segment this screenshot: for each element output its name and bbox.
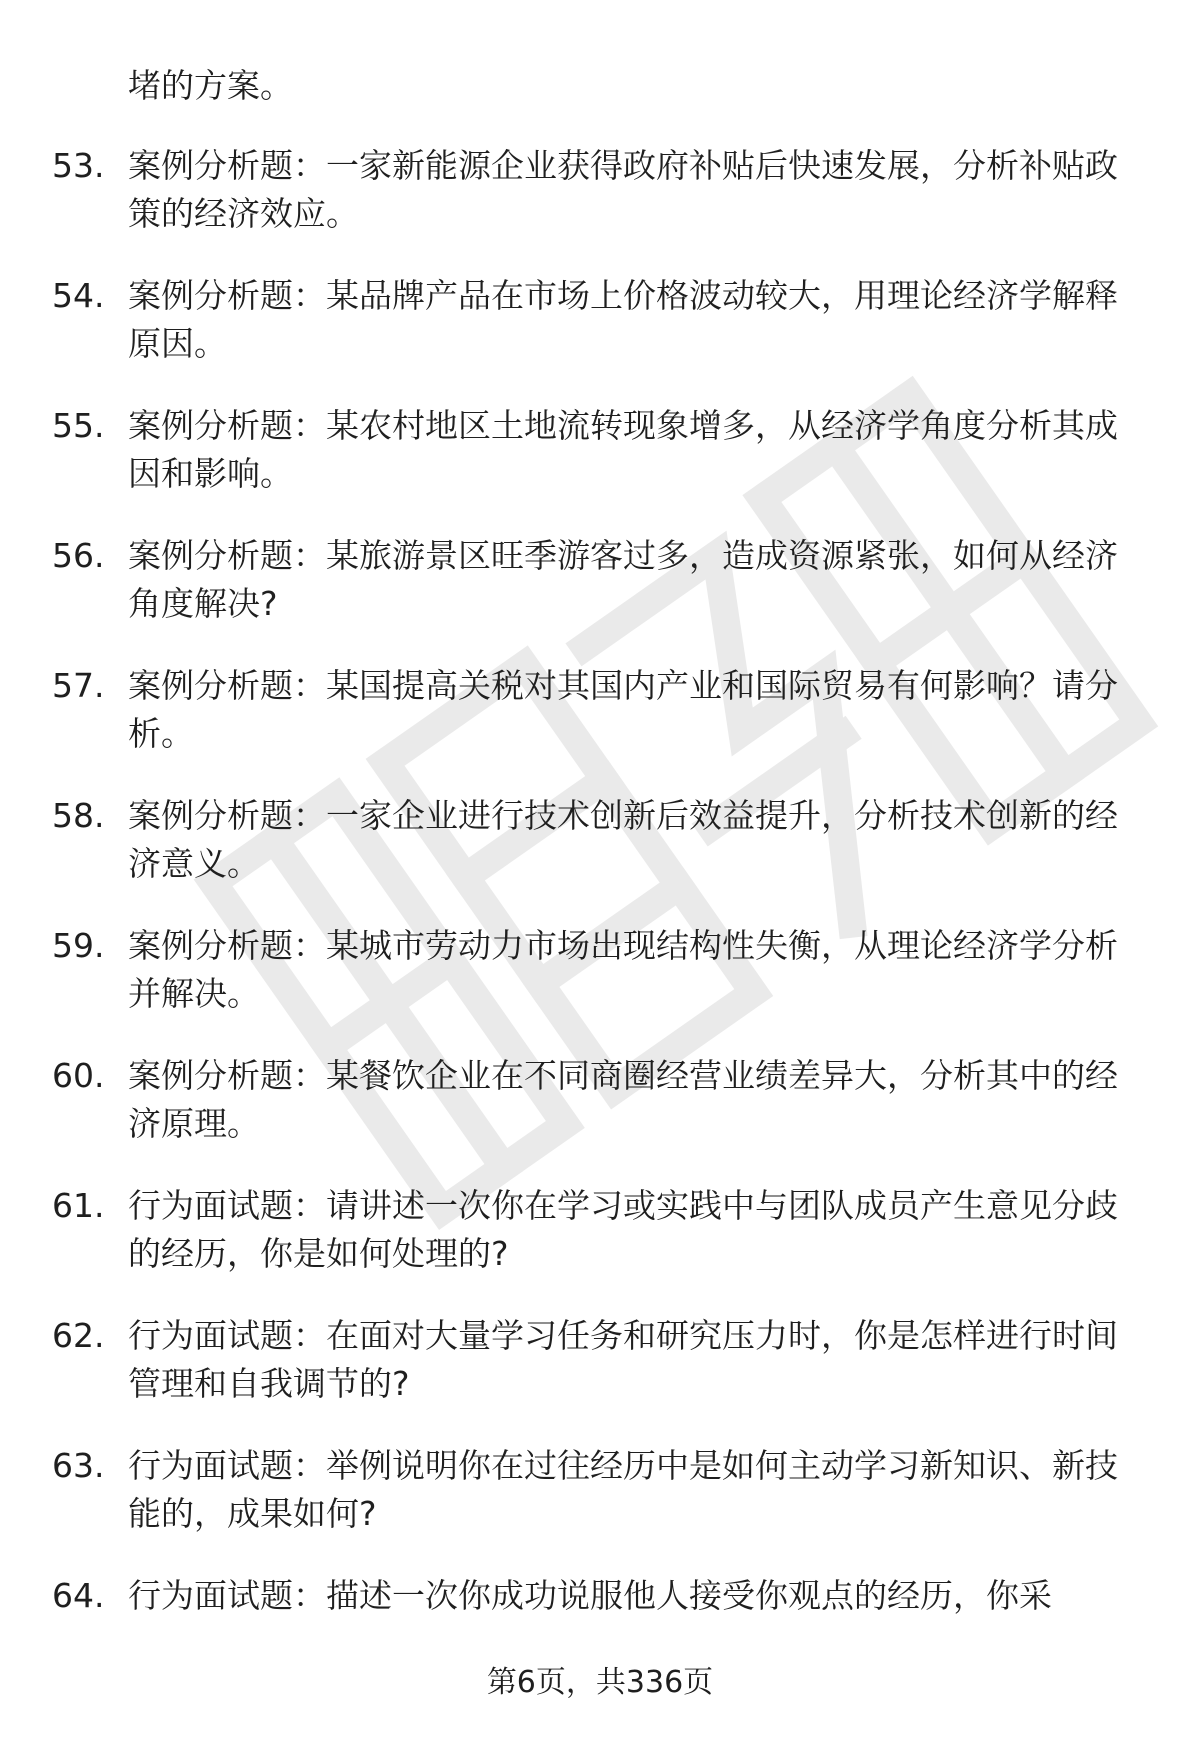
list-item	[0, 532, 1200, 662]
item-text: 案例分析题：某品牌产品在市场上价格波动较大，用理论经济学解释原因。	[128, 276, 1118, 363]
item-number: 54.	[52, 276, 105, 315]
question-list	[0, 142, 1200, 1702]
list-item	[0, 922, 1200, 1052]
item-text: 行为面试题：在面对大量学习任务和研究压力时，你是怎样进行时间管理和自我调节的?	[128, 1316, 1118, 1403]
item-number: 60.	[52, 1056, 105, 1095]
item-number: 62.	[52, 1316, 105, 1355]
list-item	[0, 1182, 1200, 1312]
item-text: 案例分析题：一家企业进行技术创新后效益提升，分析技术创新的经济意义。	[128, 796, 1118, 883]
item-text: 行为面试题：请讲述一次你在学习或实践中与团队成员产生意见分歧的经历，你是如何处理的?	[128, 1186, 1118, 1273]
item-number: 64.	[52, 1576, 105, 1615]
list-item	[0, 272, 1200, 402]
item-number: 58.	[52, 796, 105, 835]
item-number: 53.	[52, 146, 105, 185]
list-item	[0, 1442, 1200, 1572]
item-text: 案例分析题：某国提高关税对其国内产业和国际贸易有何影响？请分析。	[128, 666, 1118, 753]
page-footer: 第6页，共336页	[486, 1665, 714, 1700]
item-number: 63.	[52, 1446, 105, 1485]
list-item	[0, 402, 1200, 532]
item-text: 案例分析题：某旅游景区旺季游客过多，造成资源紧张，如何从经济角度解决?	[128, 536, 1118, 623]
item-text: 案例分析题：某餐饮企业在不同商圈经营业绩差异大，分析其中的经济原理。	[128, 1056, 1118, 1143]
item-text: 行为面试题：举例说明你在过往经历中是如何主动学习新知识、新技能的，成果如何?	[128, 1446, 1118, 1533]
item-number: 56.	[52, 536, 105, 575]
item-text: 案例分析题：某城市劳动力市场出现结构性失衡，从理论经济学分析并解决。	[128, 926, 1118, 1013]
item-number: 61.	[52, 1186, 105, 1225]
list-item	[0, 1052, 1200, 1182]
item-text: 案例分析题：某农村地区土地流转现象增多，从经济学角度分析其成因和影响。	[128, 406, 1118, 493]
item-number: 55.	[52, 406, 105, 445]
list-item	[0, 142, 1200, 272]
list-item	[0, 792, 1200, 922]
list-item	[0, 662, 1200, 792]
item-number: 57.	[52, 666, 105, 705]
item-number: 59.	[52, 926, 105, 965]
item-text: 案例分析题：一家新能源企业获得政府补贴后快速发展，分析补贴政策的经济效应。	[128, 146, 1118, 233]
continuation-text: 堵的方案。	[128, 66, 293, 105]
item-text: 行为面试题：描述一次你成功说服他人接受你观点的经历，你采	[128, 1576, 1052, 1615]
list-item	[0, 1312, 1200, 1442]
